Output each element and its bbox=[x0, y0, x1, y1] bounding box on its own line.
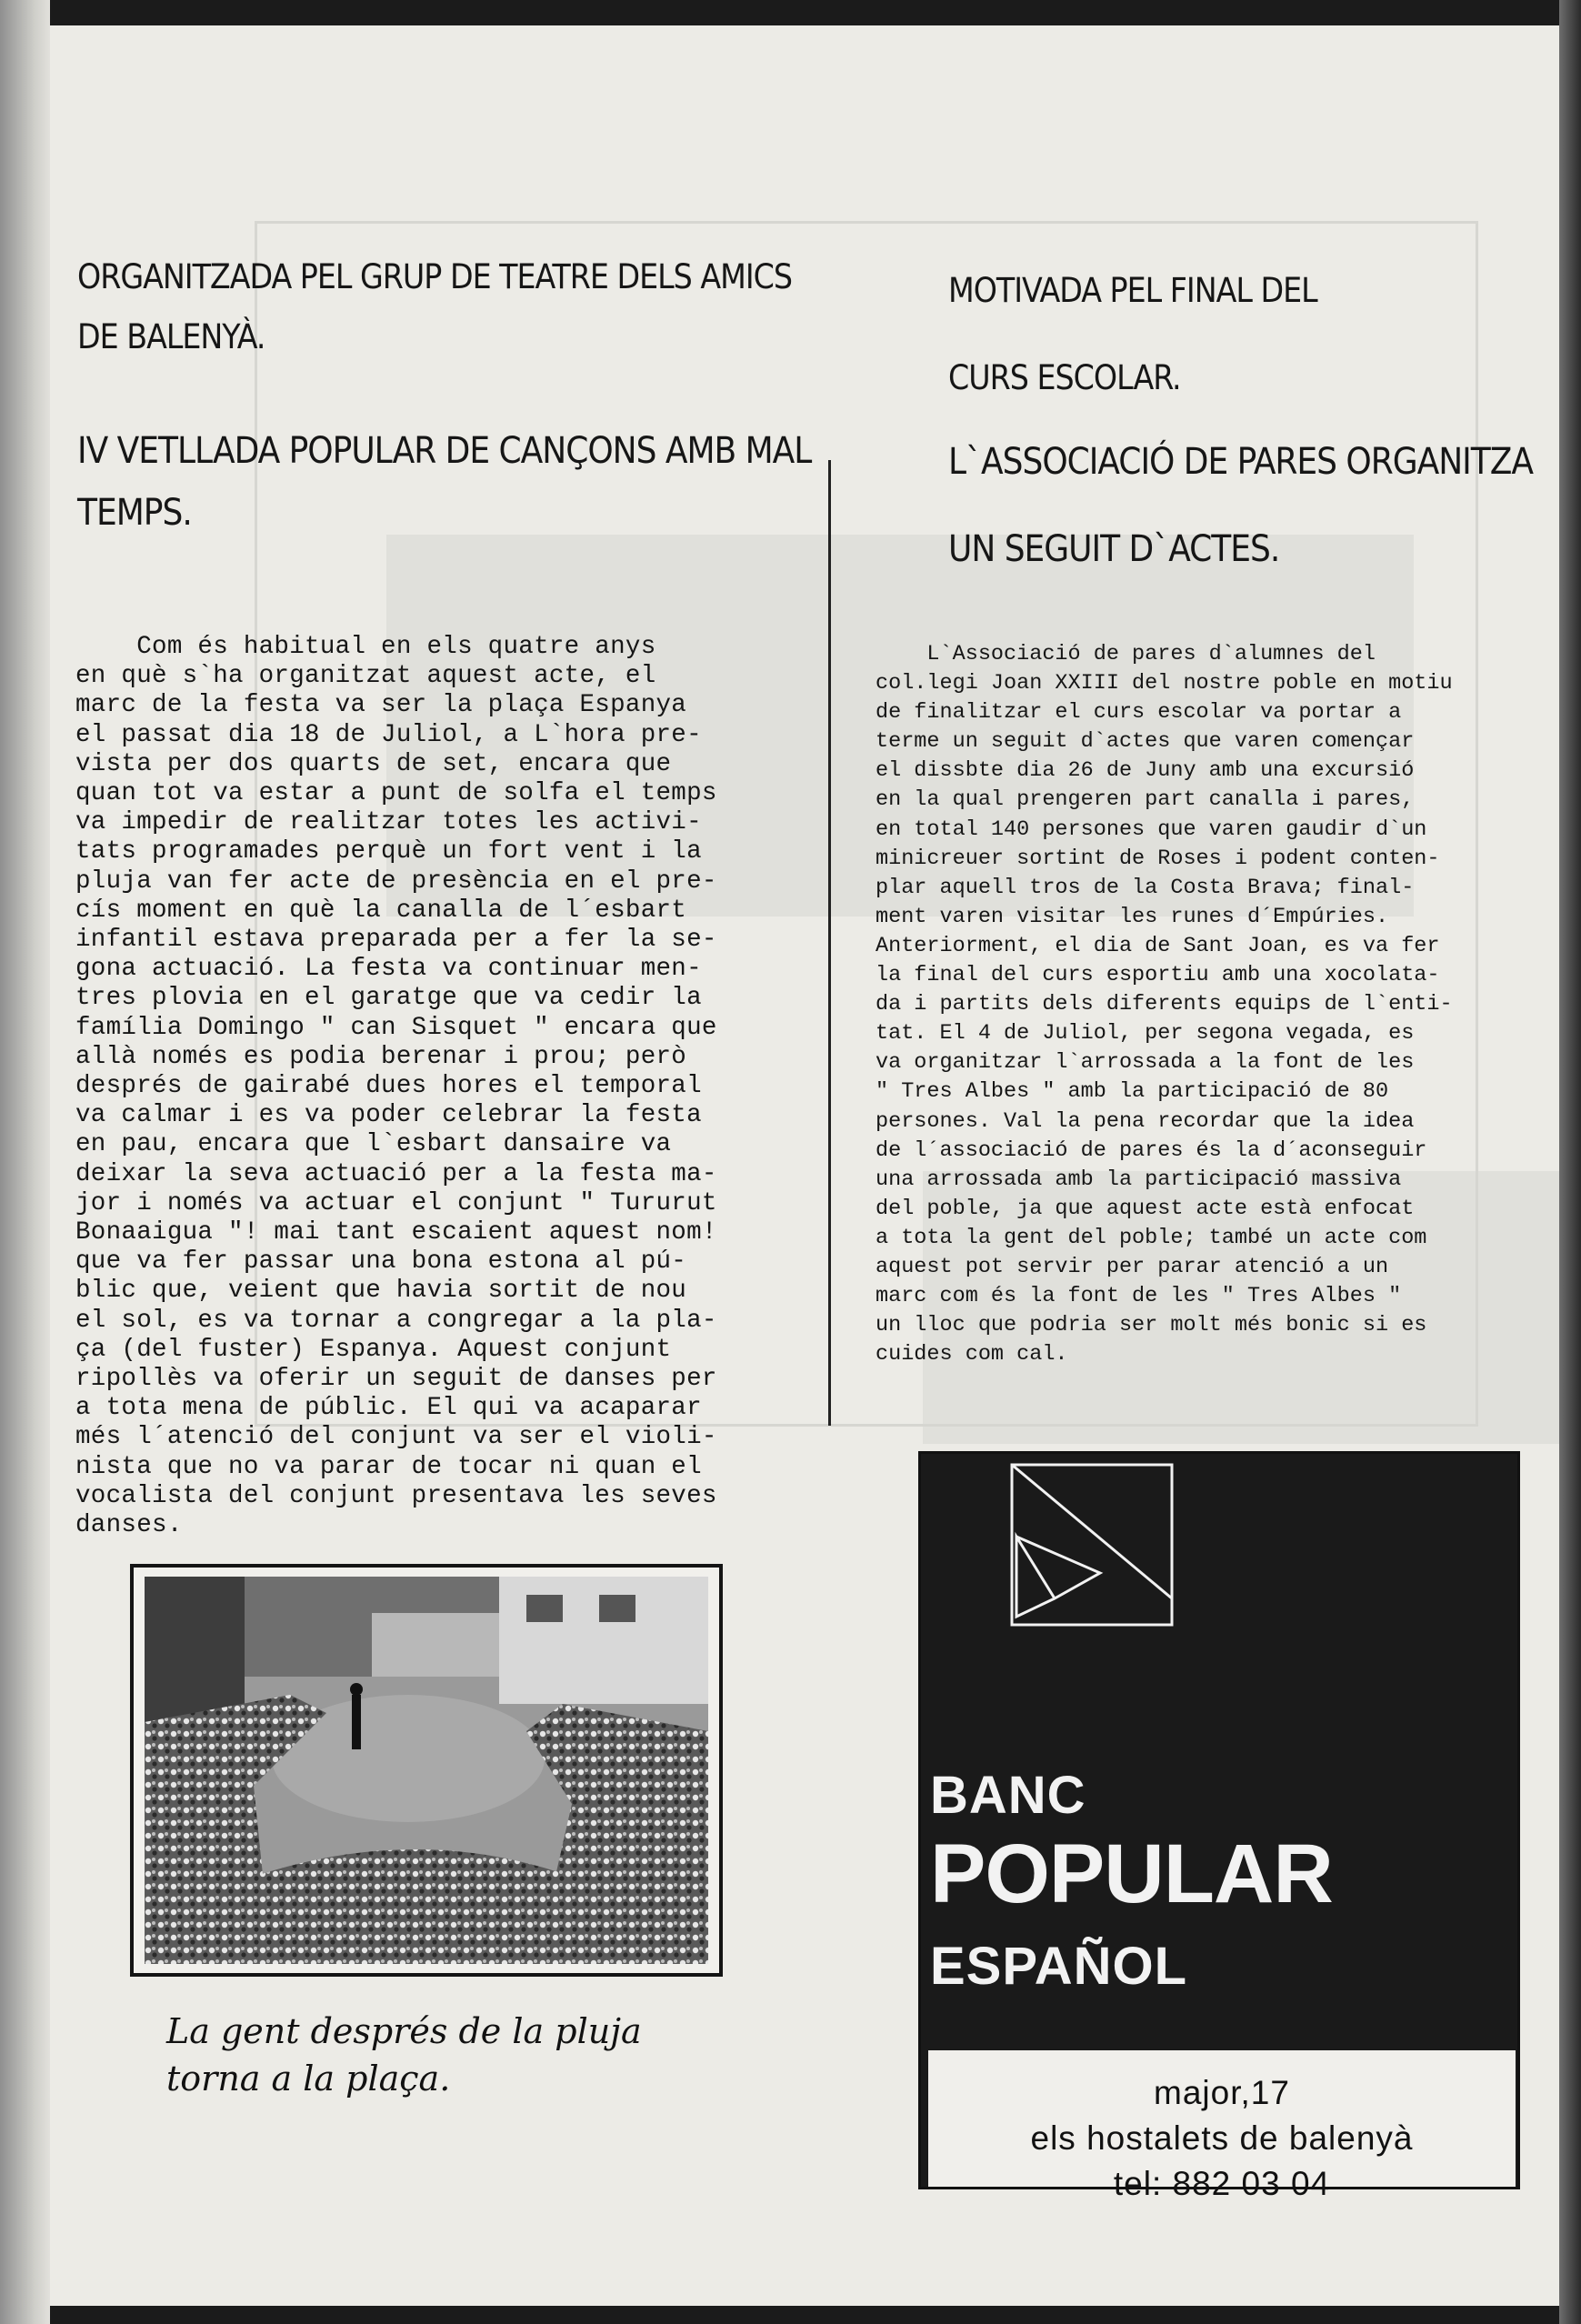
bank-name-line3: ESPAÑOL bbox=[930, 1937, 1188, 1996]
body-text-line: a tota la gent del poble; també un acte com bbox=[876, 1225, 1427, 1250]
left-article-title-line: TEMPS. bbox=[77, 492, 192, 534]
body-text-line: en la qual prengeren part canalla i pares, bbox=[876, 787, 1415, 813]
body-text-line: col.legi Joan XXIII del nostre poble en motiu bbox=[876, 671, 1453, 696]
left-article-body bbox=[75, 633, 717, 1540]
body-text-line: en pau, encara que l`esbart dansaire va bbox=[75, 1130, 672, 1159]
bank-town: els hostalets de balenyà bbox=[1030, 2119, 1414, 2157]
photo-caption bbox=[166, 2008, 642, 2102]
body-text-line: da i partits dels diferents equips de l`enti- bbox=[876, 992, 1453, 1017]
body-text-line: una arrossada amb la participació massiva bbox=[876, 1167, 1402, 1192]
body-text-line: plar aquell tros de la Costa Brava; final- bbox=[876, 875, 1415, 900]
body-text-line: quan tot va estar a punt de solfa el temps bbox=[75, 779, 717, 808]
body-text-line: Bonaaigua "! mai tant escaient aquest nom! bbox=[75, 1218, 717, 1247]
body-text-line: nista que no va parar de tocar ni quan el bbox=[75, 1452, 702, 1481]
body-text-line: terme un seguit d`actes que varen començar bbox=[876, 729, 1415, 755]
body-text-line: blic que, veient que havia sortit de nou bbox=[75, 1277, 687, 1306]
body-text-line: el sol, es va tornar a congregar a la pla- bbox=[75, 1306, 717, 1335]
body-text-line: en què s`ha organitzat aquest acte, el bbox=[75, 662, 656, 691]
body-text-line: Anteriorment, el dia de Sant Joan, es va fer bbox=[876, 933, 1440, 958]
body-text-line: cuides com cal. bbox=[876, 1342, 1068, 1367]
body-text-line: tres plovia en el garatge que va cedir la bbox=[75, 984, 702, 1013]
body-text-line: ment varen visitar les runes d´Empúries. bbox=[876, 904, 1389, 929]
body-text-line: que va fer passar una bona estona al pú- bbox=[75, 1247, 687, 1277]
body-text-line: allà només es podia berenar i prou; però bbox=[75, 1042, 687, 1071]
page-edge-shadow bbox=[1559, 0, 1581, 2324]
body-text-line: marc com és la font de les " Tres Albes " bbox=[876, 1284, 1402, 1309]
crowd-photo bbox=[145, 1577, 708, 1964]
bank-phone: tel: 882 03 04 bbox=[1113, 2165, 1331, 2202]
body-text-line: el passat dia 18 de Juliol, a L`hora pre- bbox=[75, 720, 702, 749]
body-text-line: del poble, ja que aquest acte està enfocat bbox=[876, 1196, 1415, 1221]
magazine-page bbox=[50, 25, 1559, 2306]
body-text-line: cís moment en què la canalla de l´esbart bbox=[75, 896, 687, 925]
body-text-line: tats programades perquè un fort vent i la bbox=[75, 837, 702, 866]
body-text-line: infantil estava preparada per a fer la se- bbox=[75, 926, 717, 955]
body-text-line: minicreuer sortint de Roses i podent conten- bbox=[876, 846, 1440, 871]
body-text-line: vista per dos quarts de set, encara que bbox=[75, 749, 672, 778]
body-text-line: aquest pot servir per parar atenció a un bbox=[876, 1254, 1389, 1279]
body-text-line: va impedir de realitzar totes les activi- bbox=[75, 808, 702, 837]
body-text-line: més l´atenció del conjunt va ser el violi- bbox=[75, 1423, 717, 1452]
body-text-line: gona actuació. La festa va continuar men- bbox=[75, 955, 702, 984]
body-text-line: va calmar i es va poder celebrar la festa bbox=[75, 1101, 702, 1130]
body-text-line: L`Associació de pares d`alumnes del bbox=[876, 642, 1376, 666]
photo-frame bbox=[130, 1564, 723, 1977]
body-text-line: ça (del fuster) Espanya. Aquest conjunt bbox=[75, 1335, 672, 1364]
body-text-line: danses. bbox=[75, 1511, 183, 1540]
bank-advertisement bbox=[918, 1451, 1520, 2202]
body-text-line: marc de la festa va ser la plaça Espanya bbox=[75, 691, 687, 720]
body-text-line: jor i només va actuar el conjunt " Tururut bbox=[75, 1188, 717, 1217]
bank-logo-icon bbox=[1009, 1462, 1175, 1628]
body-text-line: " Tres Albes " amb la participació de 80 bbox=[876, 1079, 1389, 1105]
bank-address-box bbox=[928, 2050, 1516, 2202]
right-motive-heading-line: MOTIVADA PEL FINAL DEL bbox=[948, 271, 1317, 310]
bank-name-line1: BANC bbox=[930, 1766, 1086, 1825]
body-text-line: pluja van fer acte de presència en el pre- bbox=[75, 866, 717, 896]
body-text-line: de finalitzar el curs escolar va portar a bbox=[876, 700, 1402, 726]
body-text-line: a tota mena de públic. El qui va acaparar bbox=[75, 1394, 702, 1423]
body-text-line: en total 140 persones que varen gaudir d`un bbox=[876, 816, 1427, 842]
left-organizer-heading-line: DE BALENYÀ. bbox=[77, 317, 265, 356]
column-divider bbox=[828, 460, 831, 1426]
right-motive-heading bbox=[948, 247, 1317, 422]
body-text-line: persones. Val la pena recordar que la idea bbox=[876, 1108, 1415, 1134]
body-text-line: família Domingo " can Sisquet " encara que bbox=[75, 1013, 717, 1042]
photo-caption-line: La gent després de la pluja bbox=[166, 2011, 642, 2051]
bank-street: major,17 bbox=[1154, 2074, 1290, 2111]
right-article-body bbox=[876, 640, 1453, 1369]
photo-caption-line: torna a la plaça. bbox=[166, 2059, 451, 2099]
body-text-line: un lloc que podria ser molt més bonic si es bbox=[876, 1313, 1427, 1338]
body-text-line: després de gairabé dues hores el temporal bbox=[75, 1072, 702, 1101]
body-text-line: tat. El 4 de Juliol, per segona vegada, es bbox=[876, 1021, 1415, 1047]
left-article-title-line: IV VETLLADA POPULAR DE CANÇONS AMB MAL bbox=[77, 430, 812, 472]
body-text-line: deixar la seva actuació per a la festa ma- bbox=[75, 1159, 717, 1188]
body-text-line: el dissbte dia 26 de Juny amb una excursió bbox=[876, 758, 1415, 784]
right-article-title bbox=[948, 418, 1533, 593]
binding-spine bbox=[0, 0, 50, 2324]
bank-name-line2: POPULAR bbox=[930, 1828, 1333, 1920]
body-text-line: ripollès va oferir un seguit de danses per bbox=[75, 1365, 717, 1394]
body-text-line: vocalista del conjunt presentava les seves bbox=[75, 1481, 717, 1510]
left-article-title bbox=[77, 420, 811, 544]
crowd-photo-illustration bbox=[145, 1577, 708, 1964]
left-organizer-heading-line: ORGANITZADA PEL GRUP DE TEATRE DELS AMICS bbox=[77, 257, 793, 296]
body-text-line: Com és habitual en els quatre anys bbox=[75, 633, 656, 661]
body-text-line: va organitzar l`arrossada a la font de les bbox=[876, 1050, 1415, 1076]
right-motive-heading-line: CURS ESCOLAR. bbox=[948, 358, 1181, 397]
right-article-title-line: UN SEGUIT D`ACTES. bbox=[948, 528, 1280, 570]
body-text-line: la final del curs esportiu amb una xocolata- bbox=[876, 963, 1440, 988]
left-organizer-heading bbox=[77, 247, 792, 367]
body-text-line: de l´associació de pares és la d´aconseguir bbox=[876, 1137, 1427, 1163]
right-article-title-line: L`ASSOCIACIÓ DE PARES ORGANITZA bbox=[948, 441, 1534, 483]
